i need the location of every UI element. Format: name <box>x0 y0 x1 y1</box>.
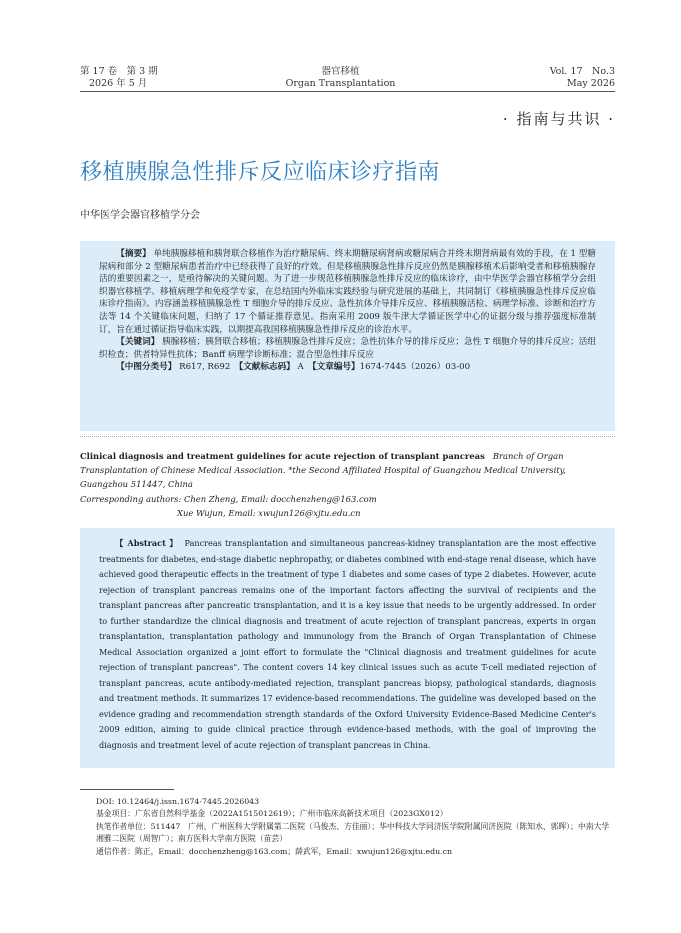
header-rule <box>80 91 615 92</box>
keywords-label: 【关键词】 <box>116 337 160 348</box>
corresponding-author-1: Corresponding authors: Chen Zheng, Email: docchenzheng@163.com <box>80 493 377 504</box>
clc-value: R617, R692 <box>179 362 231 373</box>
journal-name-en: Organ Transplantation <box>285 78 396 89</box>
date-cn: 2026 年 5 月 <box>89 78 148 89</box>
volume-en: Vol. 17 No.3 <box>549 66 615 77</box>
article-no-label: 【文章编号】 <box>312 362 360 373</box>
doi: DOI: 10.12464/j.issn.1674-7445.2026043 <box>96 797 260 806</box>
abstract-en-box <box>80 528 615 768</box>
abstract-en-label: 【 Abstract 】 <box>115 538 179 548</box>
abstract-cn-paragraph <box>99 248 596 336</box>
article-no-value: 1674-7445（2026）03-00 <box>359 362 471 373</box>
doc-code-value: A <box>297 362 304 373</box>
abstract-en-text: Pancreas transplantation and simultaneous pancreas-kidney transplantation are the most effective treatments for diabetes, end-stage diabetic nephropathy, or diabetes combined with end-stage renal disease, which have achieved good therapeutic effects in the treatment of type 1 diabetes and some cases of type 2 diabetes. However, acute rejection of transplant pancreas remains one of the important factors affecting the survival of recipients and the transplant pancreas after pancreatic transplantation, and it is a key issue that needs to be urgently addressed. In order to further standardize the clinical diagnosis and treatment of acute rejection of transplant pancreas, experts in organ transplantation, transplantation pathology and immunology from the Branch of Organ Transplantation of Chinese Medical Association organized a joint effort to formulate the "Clinical diagnosis and treatment guidelines for acute rejection of transplant pancreas". The content covers 14 key clinical issues such as acute T-cell mediated rejection of transplant pancreas, acute antibody-mediated rejection, transplant pancreas biopsy, pathological standards, diagnosis and treatment methods. It summarizes 17 evidence-based recommendations. The guideline was developed based on the evidence grading and recommendation strength standards of the Oxford University Evidence-Based Medicine Center's 2009 edition, aiming to guide clinical practice through evidence-based methods, with the goal of improving the diagnosis and treatment level of acute rejection of transplant pancreas in China. <box>99 538 597 750</box>
footnote-rule <box>80 789 174 790</box>
abstract-en-paragraph <box>99 536 596 753</box>
keywords-text: 胰腺移植；胰肾联合移植；移植胰腺急性排斥反应；急性抗体介导的排斥反应；急性 T 细胞介导的排斥反应；活组织检查；供者特异性抗体；Banff 病理学诊断标准；混合型急性排斥反应 <box>99 337 596 360</box>
footnotes <box>96 796 616 858</box>
separator-dotted <box>80 436 615 437</box>
funding: 基金项目：广东省自然科学基金（2022A1515012619）；广州市临床高新技术项目（2023GX012） <box>96 809 448 819</box>
abstract-cn-box <box>80 241 615 431</box>
doc-code-label: 【文献标志码】 <box>238 362 295 373</box>
english-title: Clinical diagnosis and treatment guidelines for acute rejection of transplant pancreas <box>80 451 485 461</box>
clc-label: 【中图分类号】 <box>116 362 177 373</box>
organization: 中华医学会器官移植学分会 <box>80 210 200 221</box>
abstract-cn-text: 单纯胰腺移植和胰肾联合移植作为治疗糖尿病、终末期糖尿病肾病或糖尿病合并终末期肾病最有效的手段，在 1 型糖尿病和部分 2 型糖尿病患者治疗中已经获得了良好的疗效。但是移植胰腺急性排斥反应仍然是胰腺移植术后影响受者和移植胰腺存活的重要因素之一，是亟待解决的关键问题。为了进一步规范移植胰腺急性排斥反应的临床诊疗，由中华医学会器官移植学分会组织器官移植学、移植病理学和免疫学专家，在总结国内外临床实践经验与研究进展的基础上，共同制订《移植胰腺急性排斥反应临床诊疗指南》。内容涵盖移植胰腺急性 T 细胞介导的排斥反应、急性抗体介导排斥反应、移植胰腺活检、病理学标准、诊断和治疗方法等 14 个关键临床问题，归纳了 17 个循证推荐意见。指南采用 2009 版牛津大学循证医学中心的证据分级与推荐强度标准制订，旨在通过循证指导临床实践，以期提高我国移植胰腺急性排斥反应的诊治水平。 <box>99 249 596 335</box>
keywords-paragraph <box>99 336 596 361</box>
corresponding-author-2: Xue Wujun, Email: xwujun126@xjtu.edu.cn <box>177 507 361 518</box>
english-affiliation: Branch of Organ Transplantation of Chinese Medical Association. *the Second Affiliated Hospital of Guangzhou Medical University, Guangzhou 511447, China <box>80 451 566 490</box>
writer-affiliations: 执笔作者单位：511447 广州，广州医科大学附属第二医院（马俊杰、方佳丽）；华中科技大学同济医学院附属同济医院（陈知水、郭晖）；中南大学湘雅二医院（周智广）；南方医科大学南方医院（苗芸） <box>96 821 610 844</box>
classification-line <box>99 361 596 374</box>
header-right <box>550 66 615 90</box>
volume-cn: 第 17 卷 第 3 期 <box>80 66 158 77</box>
english-heading <box>80 449 616 520</box>
date-en: May 2026 <box>567 78 615 89</box>
correspondence: 通信作者：陈正，Email：docchenzheng@163.com；薛武军，Email：xwujun126@xjtu.edu.cn <box>96 846 453 856</box>
abstract-cn-label: 【摘要】 <box>116 249 151 259</box>
article-title: 移植胰腺急性排斥反应临床诊疗指南 <box>80 160 441 185</box>
section-tag: · 指南与共识 · <box>502 110 615 128</box>
journal-name-cn: 器官移植 <box>321 66 360 77</box>
